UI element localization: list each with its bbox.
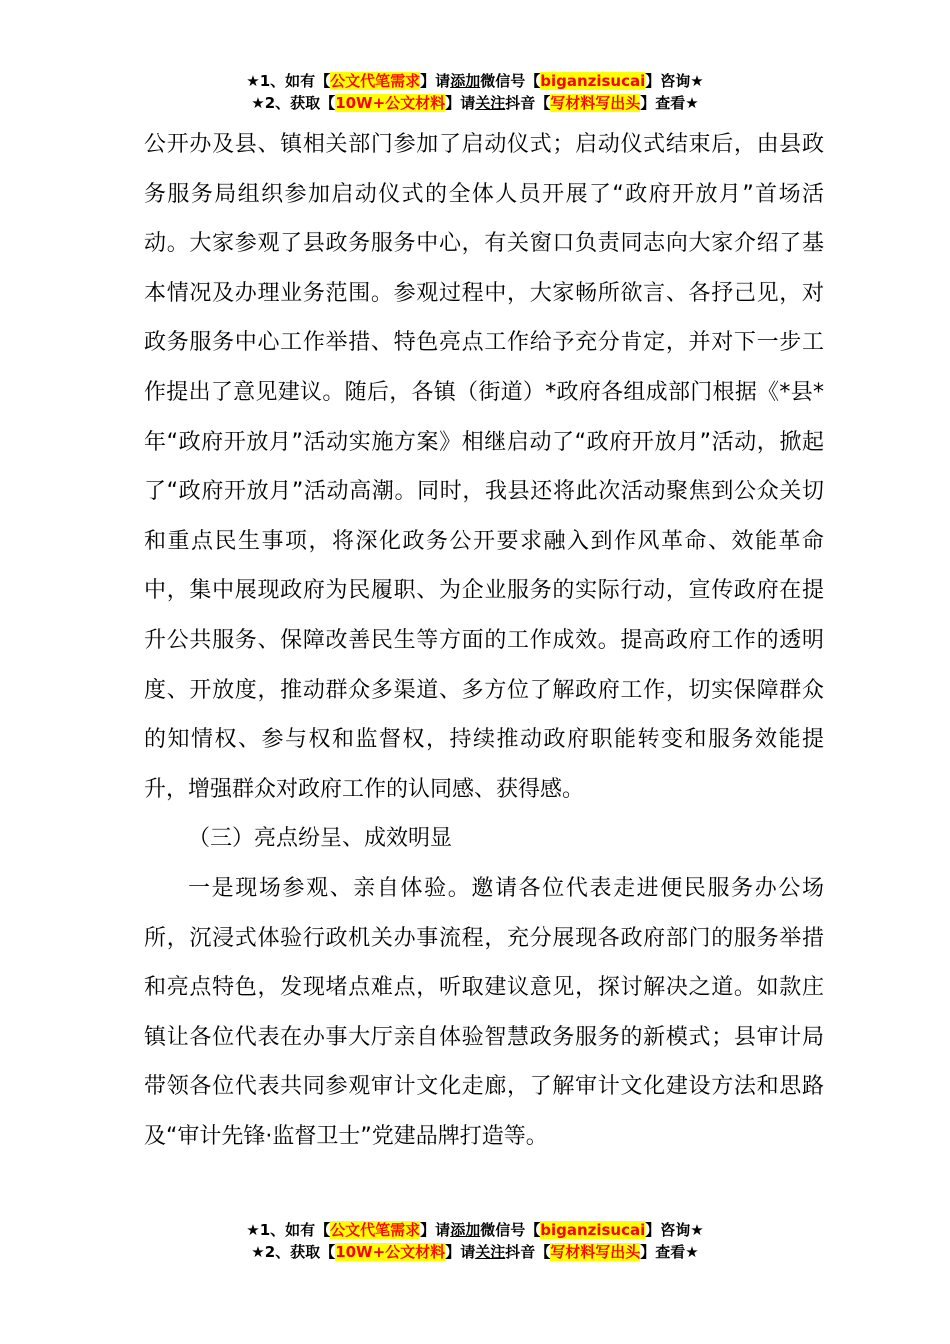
promo-text: ★2、获取【 [251, 1243, 336, 1261]
promo-text: 】请 [445, 1243, 476, 1261]
promo-text: 】咨询★ [645, 72, 704, 90]
promo-text: ★2、获取【 [251, 94, 336, 112]
promo-highlight: 10W+公文材料 [335, 94, 446, 112]
promo-underlined: 添加 [450, 1221, 481, 1239]
promo-text: 】查看★ [640, 94, 699, 112]
body-paragraph: 公开办及县、镇相关部门参加了启动仪式；启动仪式结束后，由县政务服务局组织参加启动仪式的全体人员开展了“政府开放月”首场活动。大家参观了县政务服务中心，有关窗口负责同志向大家介绍了基本情况及办理业务范围。参观过程中，大家畅所欲言、各抒己见，对政务服务中心工作举措、特色亮点工作给予充分肯定，并对下一步工作提出了意见建议。随后，各镇（街道）*政府各组成部门根据《*县*年“政府开放月”活动实施方案》相继启动了“政府开放月”活动，掀起了“政府开放月”活动高潮。同时，我县还将此次活动聚焦到公众关切和重点民生事项，将深化政务公开要求融入到作风革命、效能革命中，集中展现政府为民履职、为企业服务的实际行动，宣传政府在提升公共服务、保障改善民生等方面的工作成效。提高政府工作的透明度、开放度，推动群众多渠道、多方位了解政府工作，切实保障群众的知情权、参与权和监督权，持续推动政府职能转变和服务效能提升，增强群众对政府工作的认同感、获得感。 [144, 132, 824, 802]
promo-underlined: 关注 [475, 1243, 506, 1261]
promo-underlined: 关注 [475, 94, 506, 112]
document-body [144, 120, 824, 1161]
promo-text: 微信号【 [480, 72, 541, 90]
promo-line-1 [0, 70, 950, 92]
promo-text: 抖音【 [505, 1243, 551, 1261]
promo-highlight: 10W+公文材料 [335, 1243, 446, 1261]
promo-line-2 [0, 92, 950, 114]
promo-line-1 [0, 1219, 950, 1241]
promo-highlight: 公文代笔需求 [330, 1221, 421, 1239]
promo-text: 】咨询★ [645, 1221, 704, 1239]
bottom-promo-banner [0, 1219, 950, 1263]
promo-text: ★1、如有【 [246, 72, 331, 90]
promo-text: 】查看★ [640, 1243, 699, 1261]
promo-highlight: 公文代笔需求 [330, 72, 421, 90]
promo-text: ★1、如有【 [246, 1221, 331, 1239]
promo-underlined: 添加 [450, 72, 481, 90]
promo-text: 】请 [445, 94, 476, 112]
promo-highlight-douyin: 写材料写出头 [550, 94, 641, 112]
top-promo-banner [0, 70, 950, 114]
promo-text: 】请 [420, 72, 451, 90]
promo-highlight-wechat-id: biganzisucai [540, 1221, 646, 1239]
promo-text: 抖音【 [505, 94, 551, 112]
promo-text: 】请 [420, 1221, 451, 1239]
promo-highlight-douyin: 写材料写出头 [550, 1243, 641, 1261]
promo-text: 微信号【 [480, 1221, 541, 1239]
promo-highlight-wechat-id: biganzisucai [540, 72, 646, 90]
promo-line-2 [0, 1241, 950, 1263]
body-paragraph: 一是现场参观、亲自体验。邀请各位代表走进便民服务办公场所，沉浸式体验行政机关办事流程，充分展现各政府部门的服务举措和亮点特色，发现堵点难点，听取建议意见，探讨解决之道。如款庄镇让各位代表在办事大厅亲自体验智慧政务服务的新模式；县审计局带领各位代表共同参观审计文化走廊，了解审计文化建设方法和思路及“审计先锋·监督卫士”党建品牌打造等。 [144, 875, 824, 1149]
section-heading: （三）亮点纷呈、成效明显 [188, 826, 453, 852]
